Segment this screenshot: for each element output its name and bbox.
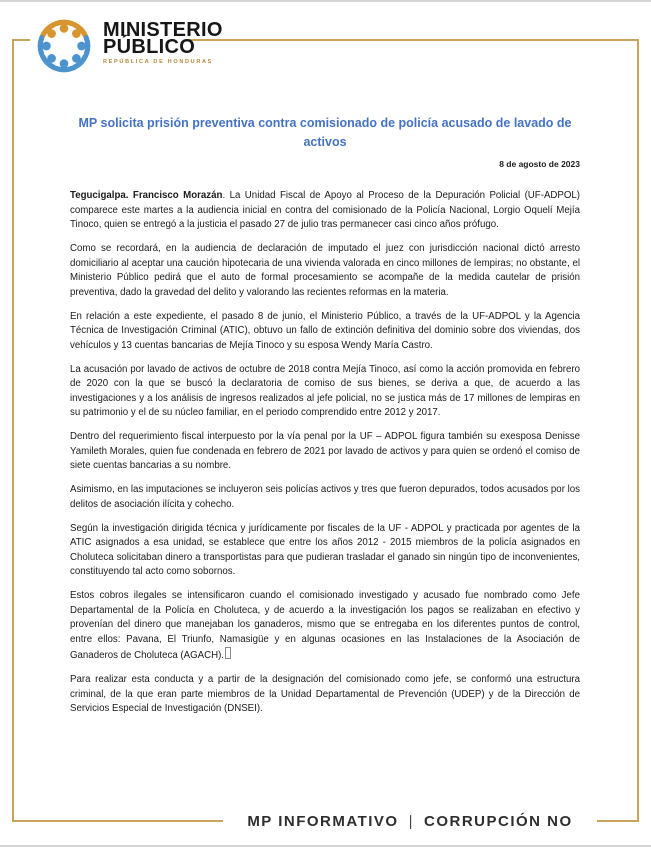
footer-slogan bbox=[247, 813, 572, 830]
paragraph-9: Para realizar esta conducta y a partir de la designación del comisionado como jefe, se conformó una estructura criminal, de la que eran parte miembros de la Unidad Departamental de Prevención (UDEP) y de la Dirección de Servicios Especial de Investigación (DNSEI). bbox=[70, 674, 580, 714]
logo-wordmark bbox=[103, 15, 223, 65]
paragraph-7: Según la investigación dirigida técnica y jurídicamente por fiscales de la UF - ADPOL y practicada por agentes de la ATIC asignados a esa unidad, se establece que entre los años 2012 - 2015 miembros de la policía asignados en Choluteca solicitaban dinero a transportistas para que pudieran trasladar el ganado sin ningún tipo de inconvenientes, constituyendo tal acto como sobornos. bbox=[70, 522, 580, 577]
frame-top-left-stub bbox=[12, 39, 30, 41]
paragraph-1 bbox=[70, 189, 580, 233]
footer-right-line bbox=[597, 820, 639, 822]
paragraph-5: Dentro del requerimiento fiscal interpuesto por la vía penal por la UF – ADPOL figura también su exesposa Denisse Yamileth Morales, quien fue condenada en febrero de 2021 por lavado de activos y para quien se ordenó el comiso de siete cuentas bancarias a su nombre. bbox=[70, 431, 580, 471]
article-body bbox=[0, 2, 651, 717]
footer-separator: | bbox=[408, 812, 414, 830]
header-logo-block bbox=[33, 15, 223, 77]
article-title: MP solicita prisión preventiva contra comisionado de policía acusado de lavado de activos bbox=[78, 116, 572, 149]
org-subtitle: REPÚBLICA DE HONDURAS bbox=[103, 59, 214, 65]
frame-top-border bbox=[189, 39, 639, 41]
paragraph-8-text: Estos cobros ilegales se intensificaron cuando el comisionado investigado y acusado fue nombrado como Jefe Departamental de la Policía en Choluteca, y de acuerdo a la investigación los pagos se realizaban en efectivo y provenían del dinero que manejaban los ganaderos, mismo que se entregaba en los diferentes puntos de control, entre ellos: Pavana, El Triunfo, Namasigüe y en algunas ocasiones en las Instalaciones de la Asociación de Ganaderos de Choluteca (AGACH). bbox=[70, 590, 580, 661]
org-name-line1: MINISTERIO bbox=[103, 19, 223, 41]
frame-left-border bbox=[12, 39, 14, 820]
frame-right-border bbox=[637, 39, 639, 820]
dateline: Tegucigalpa. Francisco Morazán bbox=[70, 190, 223, 201]
footer-banner bbox=[12, 808, 639, 834]
paragraph-1-text: . La Unidad Fiscal de Apoyo al Proceso de la Depuración Policial (UF-ADPOL) comparece este martes a la audiencia inicial en contra del comisionado de la Policía Nacional, Lorgio Oquelí Mejía Tinoco, quien se entregó a la justicia el pasado 27 de julio tras permanecer casi cinco años prófugo. bbox=[70, 190, 581, 230]
paragraph-2: Como se recordará, en la audiencia de declaración de imputado el juez con jurisdicción nacional dictó arresto domiciliario al aceptar una caución hipotecaria de una vivienda valorada en cinco millones de lempiras; no obstante, el Ministerio Público pedirá que el auto de formal procesamiento se acompañe de la medida cautelar de prisión preventiva, dado la gravedad del delito y valorando las recientes reformas en la materia. bbox=[70, 243, 580, 298]
paragraph-4: La acusación por lavado de activos de octubre de 2018 contra Mejía Tinoco, así como la acción promovida en febrero de 2020 con la que se buscó la declaratoria de comiso de sus bienes, se deriva a que, de acuerdo a las investigaciones y a los análisis de ingresos realizados al jefe policial, no se justica más de 17 millones de lempiras en su patrimonio y el de su núcleo familiar, en el periodo comprendido entre 2012 y 2017. bbox=[70, 363, 580, 418]
paragraph-3: En relación a este expediente, el pasado 8 de junio, el Ministerio Público, a través de la UF-ADPOL y la Agencia Técnica de Investigación Criminal (ATIC), obtuvo un fallo de extinción definitiva del dominio sobre dos viviendas, dos vehículos y 13 cuentas bancarias de Mejía Tinoco y su esposa Wendy María Castro. bbox=[70, 310, 580, 351]
footer-right-label: CORRUPCIÓN NO bbox=[424, 812, 573, 830]
article-date: 8 de agosto de 2023 bbox=[499, 159, 580, 169]
paragraph-6: Asimismo, en las imputaciones se incluyeron seis policías activos y tres que fueron depurados, todos acusados por los delitos de asociación ilícita y cohecho. bbox=[70, 484, 580, 510]
footer-left-label: MP INFORMATIVO bbox=[247, 812, 399, 830]
paragraph-8 bbox=[70, 589, 580, 664]
text-cursor bbox=[225, 647, 231, 659]
footer-left-line bbox=[12, 820, 223, 822]
org-name-line2: PÚBLICO bbox=[103, 36, 196, 58]
org-name bbox=[103, 19, 223, 58]
ministerio-publico-people-ring-icon bbox=[33, 15, 95, 77]
